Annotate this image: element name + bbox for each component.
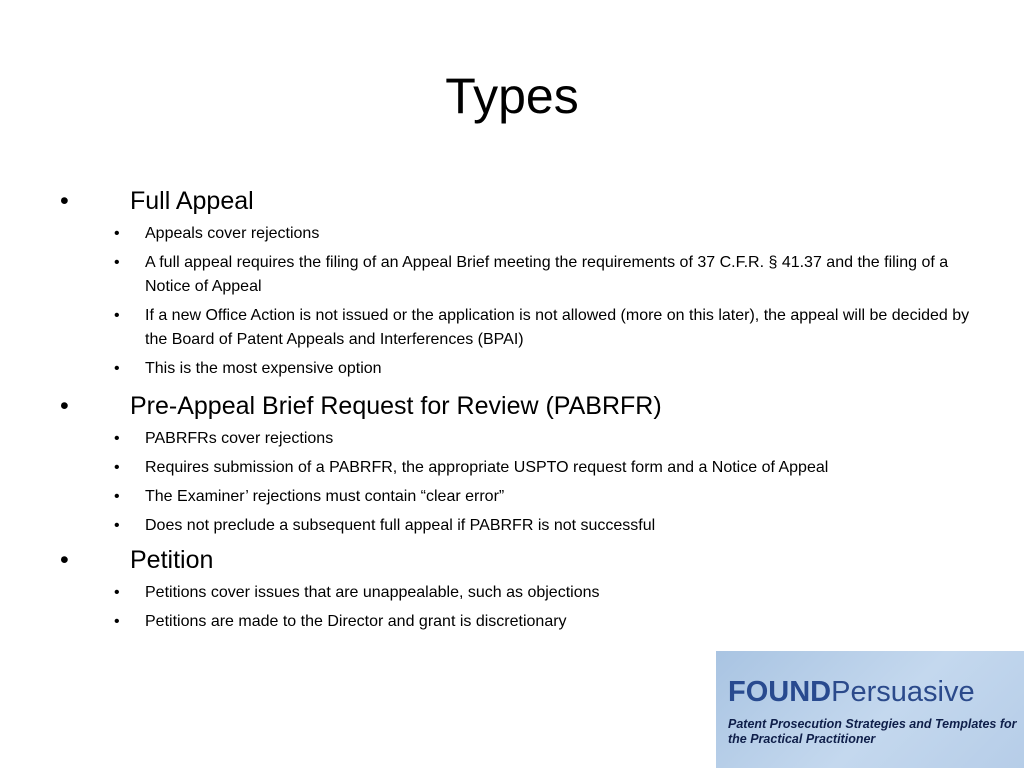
section-pabrfr — [0, 389, 1024, 543]
list-item-text: If a new Office Action is not issued or the application is not allowed (more on this later), the appeal will be decided by the Board of Patent Appeals and Interferences (BPAI) — [145, 307, 970, 348]
bullet-icon: • — [114, 360, 120, 377]
list-item — [0, 456, 1024, 480]
section-petition — [0, 543, 1024, 639]
slide-title: Types — [445, 68, 579, 124]
brand-name-bold: FOUND — [728, 676, 832, 708]
list-item-text: Appeals cover rejections — [145, 225, 320, 242]
section-heading-row — [0, 543, 1024, 577]
bullet-icon: • — [60, 187, 69, 215]
section-heading-row — [0, 184, 1024, 218]
section-heading: Petition — [130, 546, 214, 574]
sub-bullet-list — [0, 427, 1024, 538]
list-item — [0, 357, 1024, 381]
brand-logo — [728, 675, 975, 709]
sub-bullet-list — [0, 222, 1024, 381]
bullet-icon: • — [114, 613, 120, 630]
brand-tagline: Patent Prosecution Strategies and Templates for the Practical Practitioner — [728, 717, 1017, 746]
list-item-text: PABRFRs cover rejections — [145, 430, 334, 447]
list-item-text: A full appeal requires the filing of an Appeal Brief meeting the requirements of 37 C.F.R. § 41.37 and the filing of a Notice of Appeal — [145, 254, 949, 295]
bullet-icon: • — [114, 430, 120, 447]
bullet-icon: • — [114, 225, 120, 242]
list-item-text: Does not preclude a subsequent full appeal if PABRFR is not successful — [145, 517, 656, 534]
list-item-text: Requires submission of a PABRFR, the appropriate USPTO request form and a Notice of Appeal — [145, 459, 829, 476]
section-heading-row — [0, 389, 1024, 423]
list-item — [0, 427, 1024, 451]
list-item-text: Petitions cover issues that are unappealable, such as objections — [145, 584, 600, 601]
brand-logo-panel — [716, 651, 1024, 768]
bullet-icon: • — [114, 459, 120, 476]
list-item — [0, 251, 1024, 299]
list-item — [0, 610, 1024, 634]
list-item — [0, 485, 1024, 509]
bullet-icon: • — [114, 584, 120, 601]
section-heading: Full Appeal — [130, 187, 254, 215]
section-heading: Pre-Appeal Brief Request for Review (PABRFR) — [130, 392, 662, 420]
list-item — [0, 581, 1024, 605]
list-item-text: The Examiner’ rejections must contain “clear error” — [145, 488, 505, 505]
bullet-icon: • — [114, 254, 120, 271]
list-item-text: This is the most expensive option — [145, 360, 382, 377]
bullet-icon: • — [114, 488, 120, 505]
bullet-icon: • — [60, 392, 69, 420]
bullet-icon: • — [60, 546, 69, 574]
list-item — [0, 222, 1024, 246]
section-full-appeal — [0, 184, 1024, 386]
sub-bullet-list — [0, 581, 1024, 634]
brand-name-light: Persuasive — [831, 676, 975, 708]
list-item — [0, 304, 1024, 352]
list-item-text: Petitions are made to the Director and grant is discretionary — [145, 613, 567, 630]
bullet-icon: • — [114, 307, 120, 324]
bullet-icon: • — [114, 517, 120, 534]
list-item — [0, 514, 1024, 538]
